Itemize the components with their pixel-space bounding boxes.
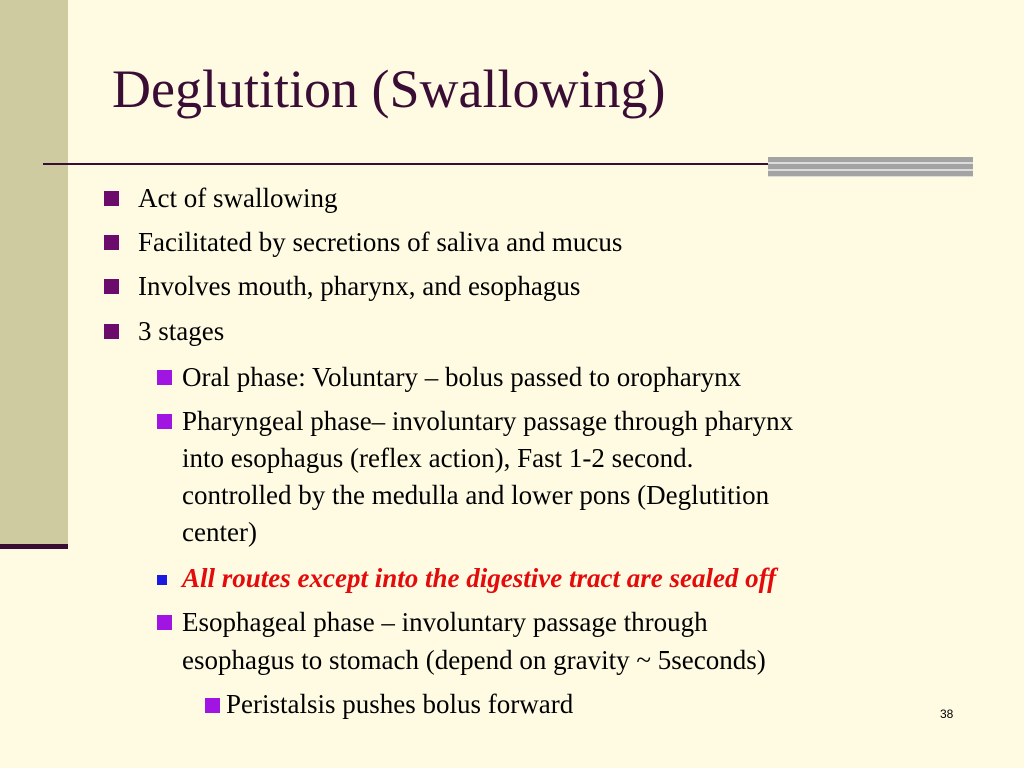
bullet-esophageal-phase-line1: Esophageal phase – involuntary passage through	[182, 607, 708, 637]
square-bullet-icon	[157, 414, 172, 429]
square-bullet-icon	[157, 370, 172, 385]
bullet-peristalsis: Peristalsis pushes bolus forward	[226, 689, 574, 719]
square-bullet-icon	[104, 235, 119, 250]
slide-title: Deglutition (Swallowing)	[112, 59, 666, 119]
square-bullet-icon	[157, 575, 167, 585]
bullet-3-stages: 3 stages	[138, 316, 225, 346]
bullet-facilitated: Facilitated by secretions of saliva and mucus	[138, 227, 623, 257]
left-bar-bottom-rule	[0, 544, 68, 549]
square-bullet-icon	[104, 279, 119, 294]
bullet-esophageal-phase-line2: esophagus to stomach (depend on gravity ~ 5seconds)	[182, 645, 766, 675]
left-decorative-bar	[0, 0, 68, 545]
square-bullet-icon	[205, 698, 220, 713]
square-bullet-icon	[104, 324, 119, 339]
bullet-act-of-swallowing: Act of swallowing	[138, 183, 338, 213]
bullet-pharyngeal-phase-line4: center)	[182, 517, 257, 547]
square-bullet-icon	[157, 615, 172, 630]
bullet-pharyngeal-phase-line2: into esophagus (reflex action), Fast 1-2 second.	[182, 443, 694, 473]
striped-gray-block	[768, 157, 973, 177]
slide-page-number: 38	[940, 707, 954, 721]
title-underline	[43, 163, 771, 165]
bullet-pharyngeal-phase-line1: Pharyngeal phase– involuntary passage through pharynx	[182, 406, 794, 436]
bullet-involves: Involves mouth, pharynx, and esophagus	[138, 271, 581, 301]
square-bullet-icon	[104, 191, 119, 206]
bullet-oral-phase: Oral phase: Voluntary – bolus passed to oropharynx	[182, 362, 742, 392]
bullet-pharyngeal-phase-line3: controlled by the medulla and lower pons (Deglutition	[182, 480, 770, 510]
bullet-sealed-off-highlight: All routes except into the digestive tract are sealed off	[182, 563, 777, 593]
